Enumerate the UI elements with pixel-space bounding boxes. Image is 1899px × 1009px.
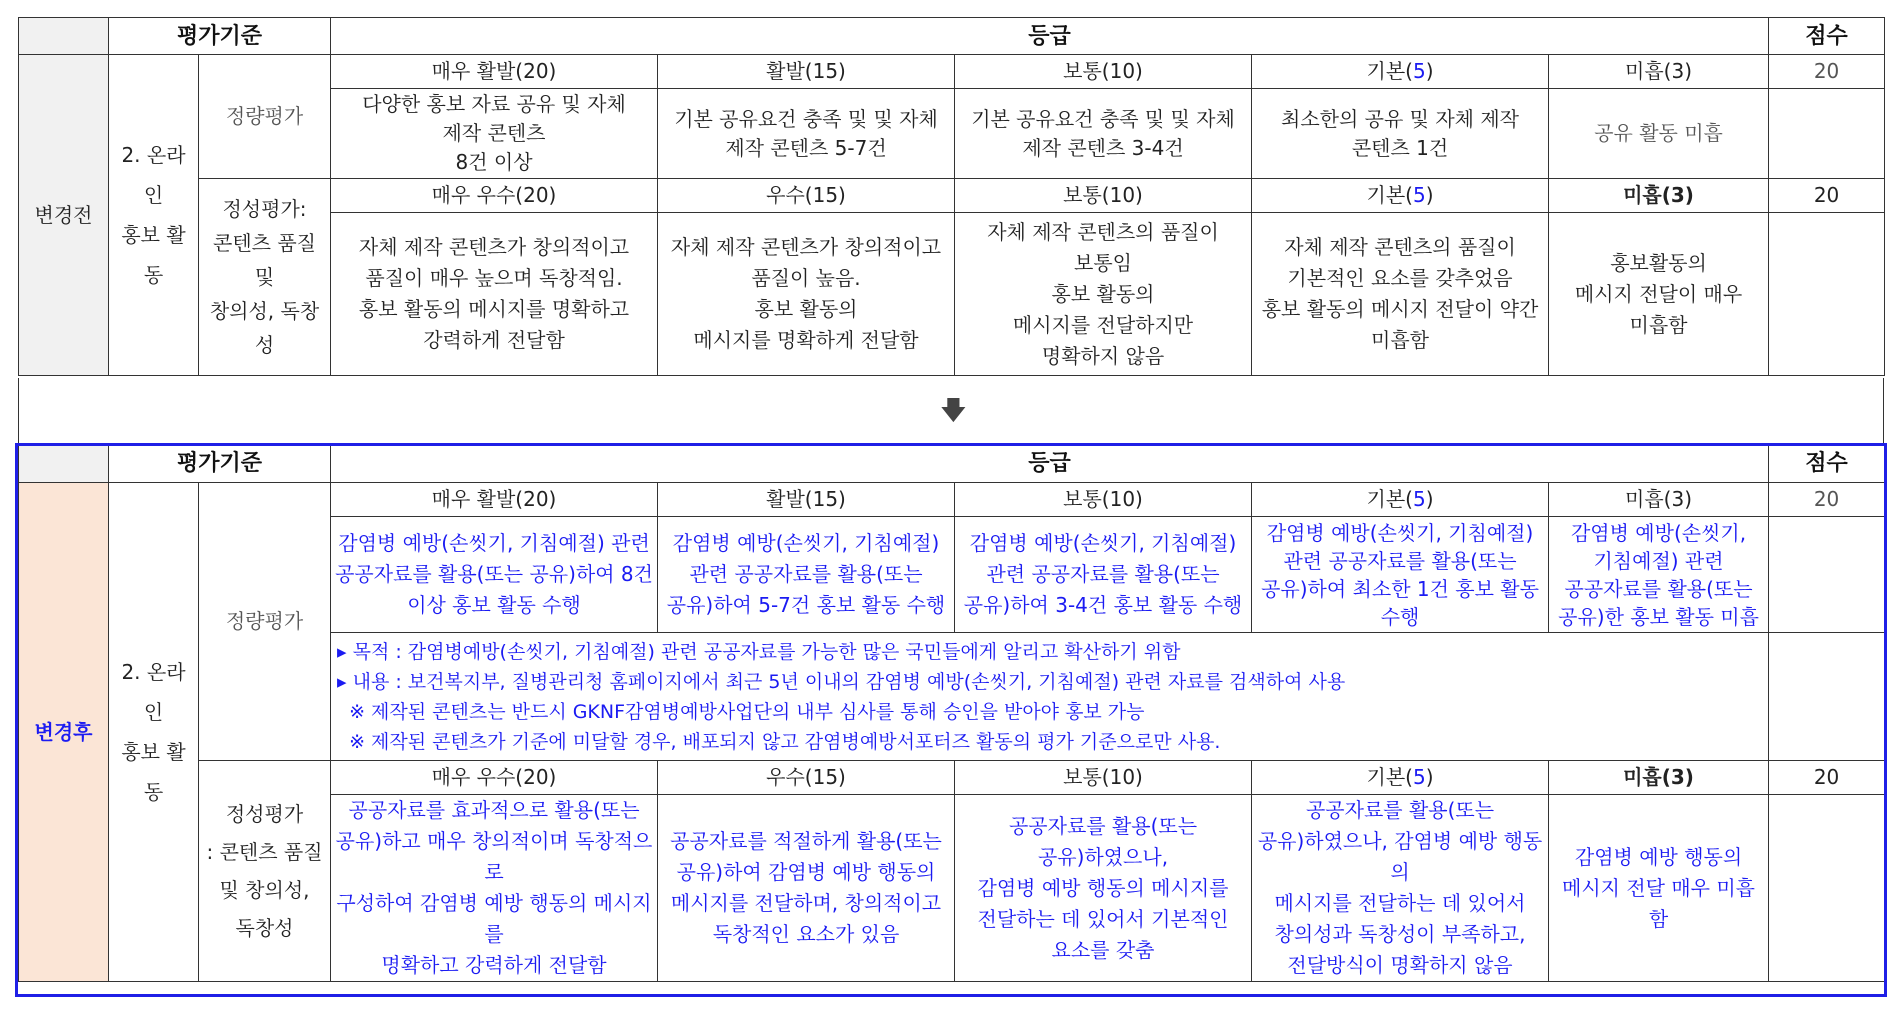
grade-description: 공공자료를 활용(또는 공유)하였으나, 감염병 예방 행동의 메시지를 전달하는 데 있어서 기본적인 요소를 갖춤 xyxy=(955,795,1252,982)
grade-label: 기본(5) xyxy=(1252,761,1549,795)
before-qual-label: 정성평가: 콘텐츠 품질 및 창의성, 독창성 xyxy=(199,179,331,376)
grade-description: 감염병 예방(손씻기, 기침예절) 관련 공공자료를 활용(또는 공유)하여 8건 이상 홍보 활동 수행 xyxy=(331,517,658,633)
grade-description: 공공자료를 활용(또는 공유)하였으나, 감염병 예방 행동의 메시지를 전달하는 데 있어서 창의성과 독창성이 부족하고, 전달방식이 명확하지 않음 xyxy=(1252,795,1549,982)
grade-description: 자체 제작 콘텐츠의 품질이 보통임 홍보 활동의 메시지를 전달하지만 명확하지 않음 xyxy=(955,213,1252,376)
grade-label: 미흡(3) xyxy=(1549,483,1769,517)
score-empty xyxy=(1769,795,1885,982)
grade-label: 매우 우수(20) xyxy=(331,761,658,795)
grade-label: 미흡(3) xyxy=(1549,761,1769,795)
before-quant-label: 정량평가 xyxy=(199,55,331,179)
grade-header: 등급 xyxy=(331,445,1769,483)
grade-description: 공공자료를 효과적으로 활용(또는 공유)하고 매우 창의적이며 독창적으로 구성하여 감염병 예방 행동의 메시지를 명확하고 강력하게 전달함 xyxy=(331,795,658,982)
note-line: ※ 제작된 콘텐츠가 기준에 미달할 경우, 배포되지 않고 감염병예방서포터즈 활동의 평가 기준으로만 사용. xyxy=(337,730,1221,753)
before-label: 변경전 xyxy=(19,55,109,376)
score-header: 점수 xyxy=(1769,445,1885,483)
grade-label: 미흡(3) xyxy=(1549,55,1769,89)
note-line: ▸ 목적 : 감염병예방(손씻기, 기침예절) 관련 공공자료를 가능한 많은 국민들에게 알리고 확산하기 위함 xyxy=(337,640,1181,663)
grade-label: 매우 활발(20) xyxy=(331,483,658,517)
score-empty xyxy=(1769,633,1885,761)
score-empty xyxy=(1769,213,1885,376)
score-value: 20 xyxy=(1769,483,1885,517)
criteria-header: 평가기준 xyxy=(109,18,331,55)
grade-description: 다양한 홍보 자료 공유 및 자체 제작 콘텐츠 8건 이상 xyxy=(331,89,658,179)
grade-label: 매우 우수(20) xyxy=(331,179,658,213)
score-empty xyxy=(1769,89,1885,179)
grade-label: 매우 활발(20) xyxy=(331,55,658,89)
grade-label: 보통(10) xyxy=(955,179,1252,213)
header-corner xyxy=(19,445,109,483)
grade-description: 기본 공유요건 충족 및 및 자체 제작 콘텐츠 3-4건 xyxy=(955,89,1252,179)
grade-description: 감염병 예방(손씻기, 기침예절) 관련 공공자료를 활용(또는 공유)하여 3-4건 홍보 활동 수행 xyxy=(955,517,1252,633)
grade-description: 홍보활동의 메시지 전달이 매우 미흡함 xyxy=(1549,213,1769,376)
score-value: 20 xyxy=(1769,761,1885,795)
notes-block xyxy=(331,633,1769,761)
down-arrow-icon: 🡇 xyxy=(940,396,967,426)
grade-label: 기본(5) xyxy=(1252,179,1549,213)
score-header: 점수 xyxy=(1769,18,1885,55)
after-table xyxy=(18,444,1885,982)
before-table xyxy=(18,17,1885,376)
grade-header: 등급 xyxy=(331,18,1769,55)
grade-description: 자체 제작 콘텐츠의 품질이 기본적인 요소를 갖추었음 홍보 활동의 메시지 전달이 약간 미흡함 xyxy=(1252,213,1549,376)
grade-label: 기본(5) xyxy=(1252,483,1549,517)
grade-description: 자체 제작 콘텐츠가 창의적이고 품질이 높음. 홍보 활동의 메시지를 명확하게 전달함 xyxy=(658,213,955,376)
grade-description: 감염병 예방(손씻기, 기침예절) 관련 공공자료를 활용(또는 공유)하여 5-7건 홍보 활동 수행 xyxy=(658,517,955,633)
grade-label: 우수(15) xyxy=(658,761,955,795)
before-category: 2. 온라인 홍보 활동 xyxy=(109,55,199,376)
after-quant-label: 정량평가 xyxy=(199,483,331,761)
header-corner xyxy=(19,18,109,55)
score-empty xyxy=(1769,517,1885,633)
after-qual-label: 정성평가 : 콘텐츠 품질 및 창의성, 독창성 xyxy=(199,761,331,982)
grade-description: 최소한의 공유 및 자체 제작 콘텐츠 1건 xyxy=(1252,89,1549,179)
grade-label: 보통(10) xyxy=(955,761,1252,795)
criteria-header: 평가기준 xyxy=(109,445,331,483)
grade-label: 보통(10) xyxy=(955,483,1252,517)
score-value: 20 xyxy=(1769,55,1885,89)
grade-label: 기본(5) xyxy=(1252,55,1549,89)
note-line: ※ 제작된 콘텐츠는 반드시 GKNF감염병예방사업단의 내부 심사를 통해 승인을 받아야 홍보 가능 xyxy=(337,700,1145,723)
note-line: ▸ 내용 : 보건복지부, 질병관리청 홈페이지에서 최근 5년 이내의 감염병 예방(손씻기, 기침예절) 관련 자료를 검색하여 사용 xyxy=(337,670,1346,693)
after-label: 변경후 xyxy=(19,483,109,982)
grade-label: 미흡(3) xyxy=(1549,179,1769,213)
grade-description: 기본 공유요건 충족 및 및 자체 제작 콘텐츠 5-7건 xyxy=(658,89,955,179)
grade-label: 활발(15) xyxy=(658,483,955,517)
score-value: 20 xyxy=(1769,179,1885,213)
grade-description: 자체 제작 콘텐츠가 창의적이고 품질이 매우 높으며 독창적임. 홍보 활동의 메시지를 명확하고 강력하게 전달함 xyxy=(331,213,658,376)
grade-description: 공공자료를 적절하게 활용(또는 공유)하여 감염병 예방 행동의 메시지를 전달하며, 창의적이고 독창적인 요소가 있음 xyxy=(658,795,955,982)
grade-label: 우수(15) xyxy=(658,179,955,213)
grade-label: 활발(15) xyxy=(658,55,955,89)
grade-description: 감염병 예방 행동의 메시지 전달 매우 미흡함 xyxy=(1549,795,1769,982)
grade-description: 감염병 예방(손씻기, 기침예절) 관련 공공자료를 활용(또는 공유)한 홍보 활동 미흡 xyxy=(1549,517,1769,633)
grade-description: 공유 활동 미흡 xyxy=(1549,89,1769,179)
grade-description: 감염병 예방(손씻기, 기침예절) 관련 공공자료를 활용(또는 공유)하여 최소한 1건 홍보 활동 수행 xyxy=(1252,517,1549,633)
grade-label: 보통(10) xyxy=(955,55,1252,89)
after-category: 2. 온라인 홍보 활동 xyxy=(109,483,199,982)
